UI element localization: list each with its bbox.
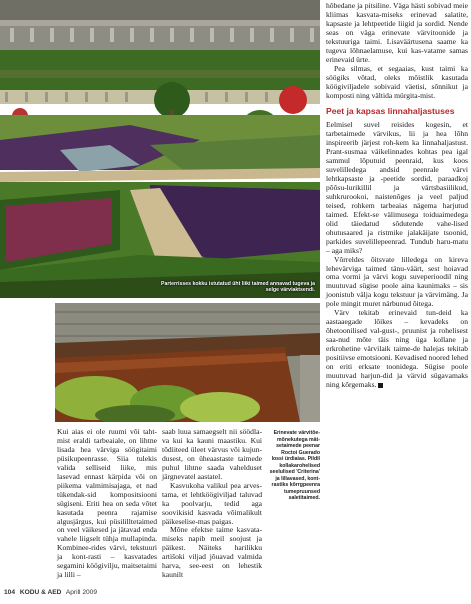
page-number: 104 (4, 589, 16, 596)
article-left-column (57, 428, 157, 580)
paragraph: Kasvukoha valikul pea arves-tama, et lehtköögiviljad taluvad ka poolvarju, tedid aga soovikisid kasvada võimalikult päikeselise-mas paigas. (162, 480, 262, 526)
garden-parterre-photo (0, 0, 320, 298)
paragraph (326, 309, 468, 390)
top-photo-caption: Parterrisses kokku istutatud üht liiki taimed annavad tugeva ja selge värviaktsendi. (161, 281, 315, 294)
article-right-column (326, 2, 468, 390)
corten-bed-photo (55, 303, 320, 422)
paragraph: Võrreldes õitsvate lilledega on kireva lehevärviga taimed tänu-väärt, sest hoiavad oma vormi ja värvi kogu suveperioodil ning muutuvad sügise poole aina kaunimaks – sis joonistub välja kogu tekstuur ja värvimäng. Ja pole mingit muret närbunud õitega. (326, 254, 468, 309)
paragraph: Pea silmas, et segaaias, kust taimi ka söögiks võtad, oleks mõistlik kasutada köögiviljadele sobivaid väetisi, sõnnikut ja komposti ning vältida mürgita-mist. (326, 63, 468, 100)
paragraph: Kui aias ei ole ruumi või taht-mist eraldi tarbeaiale, on lihtne lisada hea värviga söögitaimi püsikupeenrasse. Siia tulekis valida selliseid liike, mis lasevad ennast kärpida või on piikema valmimisajaga, et nad tükendak-sid kompositsiooni sügiseni. Eriti hea on seda võtet kasutada peenra rajamise algusjärgus, kui püsililltetaimed on veel väikesed ja jätavad enda vahele liigselt tühja mullapinda. Kombinee-rides värvi, tekstuuri ja kont-rasti – kasvatades segamini köögivilju, maitsetaimi ja lilli – (57, 427, 157, 580)
paragraph: saab luua samaegselt nii söödla-va kui ka kauni maastiku. Kui tõdiiteed üleet värvus või kujun-dusest, on üheaastaste taimede puhul lihtne saada vahelduset järgnevatel aastatel. (162, 427, 262, 481)
end-of-article-icon (378, 383, 383, 388)
section-heading: Peet ja kapsas linnahaljastuses (326, 106, 455, 117)
paragraph: Mõne efektse taime kasvata-miseks napib meil soojust ja päikest. Näiteks harilikku artišoki viljad jõuavad valmida harva, see-eest on lehestik kaunilt (162, 525, 262, 580)
side-photo-caption: Erinevate värvitõe-mõnekutega mät-setaimede peenar Roctoi Guerado lossi ürdiaias. Pildil kollakarohelised seelulised 'Criterina' ja lillavased, kont-rastiks kõrrgpeenra tumepruunsed saletitaimed. (269, 430, 320, 501)
article-middle-column (162, 428, 262, 580)
issue-date: Aprill 2009 (65, 589, 98, 596)
page-footer (4, 589, 97, 596)
paragraph-text: Värv tekitab erinevaid tun-deid ka aastaaegade lõikes – kevadeks on õhetoonilised val-gust-, pruunist ja rohelisest saa-nud mõte täis ning üga kollane ja erkrohetine värvilaik taime-de halejas tekitab positiivse emotsiooni. Kevadised noored lehed on eriti erksate toonidega. Sügise poole muutuvad harjun-did ja värvid sügavamaks ning kõrgemaks. (326, 308, 468, 389)
paragraph: Eelmisel suvel reisides kogesin, et tarbetaimede värvikus, lii ja hea lõhn inspireerib järjest roh-kem ka linnahaljastust. Prant-susmaa väikelinnades kohtas pea igal sammul lõputuid peenraid, kus koos suvelilledega andsid peenrale värvi lehtkapsaste ja -peetide sordid, paraadkoj põõsu-lurikillil ja värtsbasiilikud, suhkrurookoi, naistenõges ja veel paljud teised, rohkem tarbeaias nägema harjutud taimed. Efekt-se välimusega toiduaimedega olid täiedatud sõdutende vahe-lised ohutusaared ja ristmike jalakäijate tsoonid, parkides suvelillepeenrad. Tundub haru-matu – aga miks? (326, 120, 468, 255)
publication-name: KODU & AED (19, 589, 62, 596)
paragraph: hõbedane ja pitsiline. Väga hästi sobivad meie kliimas kasvata-miseks erinevad salatite, kapsaste ja lehtpeetide liigid ja sordid. Nende seas on väga erinevate värvitoonide ja tekstuuriga taimi. Lisaväärtusena saame ka tugeva lõhnaelamuse, kui kas-vatame samas erinevaid ürte. (326, 1, 468, 64)
